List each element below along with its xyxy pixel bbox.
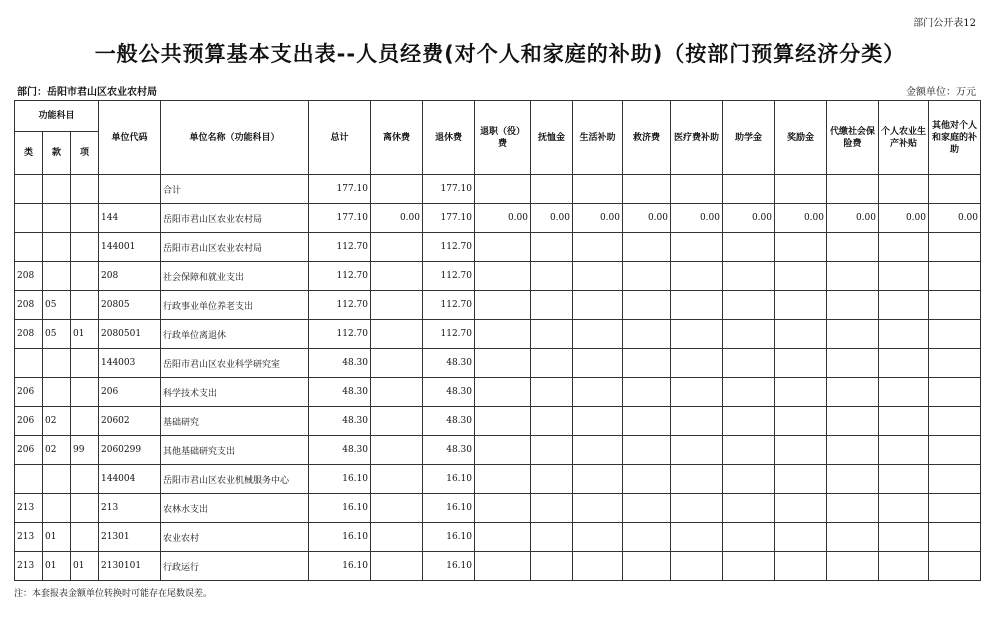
- cell-shenghuo: [573, 494, 623, 523]
- cell-tuizhi: [475, 291, 531, 320]
- cell-total: 112.70: [309, 320, 371, 349]
- cell-qita: [929, 291, 981, 320]
- cell-tuizhi: [475, 494, 531, 523]
- cell-lixiu: [371, 320, 423, 349]
- table-row: [15, 349, 981, 378]
- cell-jiuji: [623, 407, 671, 436]
- cell-daijiao: [827, 494, 879, 523]
- cell-kuan: [43, 349, 71, 378]
- cell-lei: 208: [15, 320, 43, 349]
- cell-lixiu: [371, 349, 423, 378]
- cell-jiuji: [623, 233, 671, 262]
- cell-nongye: [879, 262, 929, 291]
- cell-qita: [929, 552, 981, 581]
- cell-jiuji: 0.00: [623, 204, 671, 233]
- cell-fuxu: 0.00: [531, 204, 573, 233]
- cell-fuxu: [531, 233, 573, 262]
- cell-kuan: 05: [43, 320, 71, 349]
- table-row: [15, 175, 981, 204]
- cell-total: 112.70: [309, 262, 371, 291]
- header-lei: 类: [15, 132, 43, 175]
- cell-lei: 213: [15, 494, 43, 523]
- cell-tuixiu: 16.10: [423, 552, 475, 581]
- cell-xiang: 99: [71, 436, 99, 465]
- cell-lixiu: [371, 552, 423, 581]
- cell-jiangli: [775, 262, 827, 291]
- cell-daijiao: [827, 465, 879, 494]
- cell-kuan: 02: [43, 436, 71, 465]
- cell-code: [99, 175, 161, 204]
- cell-code: 20805: [99, 291, 161, 320]
- cell-lei: [15, 204, 43, 233]
- cell-lei: [15, 175, 43, 204]
- cell-fuxu: [531, 378, 573, 407]
- cell-daijiao: [827, 378, 879, 407]
- cell-nongye: [879, 233, 929, 262]
- form-number: 部门公开表12: [913, 18, 976, 29]
- cell-lixiu: [371, 378, 423, 407]
- cell-jiangli: [775, 523, 827, 552]
- cell-yiliao: [671, 436, 723, 465]
- header-unit-code: 单位代码: [99, 101, 161, 175]
- cell-tuizhi: [475, 523, 531, 552]
- cell-jiangli: [775, 291, 827, 320]
- cell-jiuji: [623, 494, 671, 523]
- cell-tuizhi: [475, 465, 531, 494]
- cell-code: 208: [99, 262, 161, 291]
- cell-code: 2130101: [99, 552, 161, 581]
- cell-yiliao: [671, 523, 723, 552]
- cell-lei: 213: [15, 552, 43, 581]
- cell-jiuji: [623, 465, 671, 494]
- cell-lei: 206: [15, 407, 43, 436]
- cell-nongye: [879, 436, 929, 465]
- cell-code: 2080501: [99, 320, 161, 349]
- cell-xiang: [71, 378, 99, 407]
- cell-zhuxue: 0.00: [723, 204, 775, 233]
- cell-shenghuo: [573, 349, 623, 378]
- cell-code: 213: [99, 494, 161, 523]
- cell-daijiao: [827, 291, 879, 320]
- cell-tuizhi: [475, 436, 531, 465]
- cell-jiuji: [623, 523, 671, 552]
- cell-code: 21301: [99, 523, 161, 552]
- cell-xiang: [71, 233, 99, 262]
- cell-lei: 208: [15, 262, 43, 291]
- cell-lixiu: [371, 494, 423, 523]
- cell-daijiao: [827, 349, 879, 378]
- cell-zhuxue: [723, 407, 775, 436]
- cell-kuan: 02: [43, 407, 71, 436]
- cell-kuan: [43, 233, 71, 262]
- table-row: [15, 291, 981, 320]
- cell-tuixiu: 112.70: [423, 233, 475, 262]
- table-row: [15, 523, 981, 552]
- cell-yiliao: [671, 175, 723, 204]
- cell-jiuji: [623, 436, 671, 465]
- cell-qita: [929, 407, 981, 436]
- cell-tuizhi: [475, 262, 531, 291]
- cell-name: 岳阳市君山区农业机械服务中心: [161, 465, 309, 494]
- cell-fuxu: [531, 407, 573, 436]
- cell-tuixiu: 48.30: [423, 349, 475, 378]
- cell-zhuxue: [723, 233, 775, 262]
- cell-shenghuo: [573, 552, 623, 581]
- cell-total: 112.70: [309, 233, 371, 262]
- table-row: [15, 436, 981, 465]
- cell-lixiu: [371, 523, 423, 552]
- cell-fuxu: [531, 465, 573, 494]
- department-label: 部门：岳阳市君山区农业农村局: [17, 87, 157, 98]
- cell-xiang: [71, 175, 99, 204]
- cell-lixiu: [371, 233, 423, 262]
- header-tuixiu: 退休费: [423, 101, 475, 175]
- cell-nongye: [879, 320, 929, 349]
- header-shenghuo: 生活补助: [573, 101, 623, 175]
- cell-nongye: [879, 291, 929, 320]
- cell-shenghuo: [573, 465, 623, 494]
- cell-code: 2060299: [99, 436, 161, 465]
- cell-tuixiu: 48.30: [423, 407, 475, 436]
- cell-zhuxue: [723, 436, 775, 465]
- table-body: [15, 175, 981, 581]
- header-daijiao: 代缴社会保险费: [827, 101, 879, 175]
- cell-shenghuo: [573, 320, 623, 349]
- cell-lei: 213: [15, 523, 43, 552]
- header-nongye: 个人农业生产补贴: [879, 101, 929, 175]
- cell-xiang: [71, 407, 99, 436]
- cell-yiliao: [671, 320, 723, 349]
- cell-tuixiu: 177.10: [423, 175, 475, 204]
- cell-tuixiu: 177.10: [423, 204, 475, 233]
- cell-nongye: [879, 378, 929, 407]
- cell-name: 行政事业单位养老支出: [161, 291, 309, 320]
- cell-kuan: 05: [43, 291, 71, 320]
- cell-tuixiu: 16.10: [423, 494, 475, 523]
- cell-qita: [929, 436, 981, 465]
- cell-total: 48.30: [309, 349, 371, 378]
- cell-jiuji: [623, 262, 671, 291]
- cell-lixiu: [371, 291, 423, 320]
- cell-shenghuo: [573, 407, 623, 436]
- cell-tuizhi: [475, 378, 531, 407]
- cell-jiangli: [775, 378, 827, 407]
- cell-jiuji: [623, 320, 671, 349]
- cell-name: 岳阳市君山区农业农村局: [161, 204, 309, 233]
- cell-daijiao: [827, 552, 879, 581]
- cell-kuan: [43, 378, 71, 407]
- cell-shenghuo: [573, 523, 623, 552]
- table-row: [15, 552, 981, 581]
- cell-tuixiu: 16.10: [423, 465, 475, 494]
- cell-name: 行政单位离退休: [161, 320, 309, 349]
- cell-lixiu: [371, 436, 423, 465]
- cell-kuan: [43, 204, 71, 233]
- cell-nongye: [879, 407, 929, 436]
- cell-shenghuo: [573, 291, 623, 320]
- cell-xiang: 01: [71, 320, 99, 349]
- cell-nongye: 0.00: [879, 204, 929, 233]
- cell-jiuji: [623, 378, 671, 407]
- cell-lei: [15, 465, 43, 494]
- budget-table: [14, 100, 981, 581]
- cell-total: 16.10: [309, 523, 371, 552]
- cell-daijiao: [827, 233, 879, 262]
- cell-xiang: [71, 465, 99, 494]
- cell-qita: [929, 175, 981, 204]
- table-row: [15, 494, 981, 523]
- cell-total: 177.10: [309, 175, 371, 204]
- cell-qita: [929, 494, 981, 523]
- cell-xiang: [71, 523, 99, 552]
- cell-total: 48.30: [309, 407, 371, 436]
- cell-nongye: [879, 552, 929, 581]
- cell-kuan: 01: [43, 523, 71, 552]
- cell-lixiu: 0.00: [371, 204, 423, 233]
- cell-jiangli: [775, 320, 827, 349]
- header-jiuji: 救济费: [623, 101, 671, 175]
- cell-lei: 206: [15, 378, 43, 407]
- cell-daijiao: [827, 320, 879, 349]
- cell-yiliao: 0.00: [671, 204, 723, 233]
- cell-zhuxue: [723, 175, 775, 204]
- cell-jiangli: [775, 233, 827, 262]
- cell-code: 206: [99, 378, 161, 407]
- cell-total: 16.10: [309, 494, 371, 523]
- header-total: 总计: [309, 101, 371, 175]
- cell-lei: 208: [15, 291, 43, 320]
- cell-qita: [929, 233, 981, 262]
- cell-daijiao: [827, 407, 879, 436]
- cell-lei: 206: [15, 436, 43, 465]
- cell-tuixiu: 112.70: [423, 320, 475, 349]
- cell-yiliao: [671, 465, 723, 494]
- cell-daijiao: [827, 262, 879, 291]
- cell-zhuxue: [723, 262, 775, 291]
- page-title: 一般公共预算基本支出表--人员经费(对个人和家庭的补助)（按部门预算经济分类）: [94, 42, 906, 66]
- cell-yiliao: [671, 378, 723, 407]
- cell-lei: [15, 233, 43, 262]
- header-yiliao: 医疗费补助: [671, 101, 723, 175]
- cell-shenghuo: [573, 436, 623, 465]
- cell-code: 144001: [99, 233, 161, 262]
- cell-fuxu: [531, 436, 573, 465]
- cell-yiliao: [671, 552, 723, 581]
- cell-lixiu: [371, 262, 423, 291]
- cell-tuizhi: [475, 407, 531, 436]
- header-tuizhi: 退职（役）费: [475, 101, 531, 175]
- cell-tuixiu: 112.70: [423, 262, 475, 291]
- cell-yiliao: [671, 349, 723, 378]
- cell-total: 48.30: [309, 378, 371, 407]
- cell-name: 科学技术支出: [161, 378, 309, 407]
- table-row: [15, 262, 981, 291]
- cell-lixiu: [371, 175, 423, 204]
- cell-tuizhi: [475, 175, 531, 204]
- cell-qita: [929, 465, 981, 494]
- cell-tuixiu: 48.30: [423, 378, 475, 407]
- header-xiang: 项: [71, 132, 99, 175]
- cell-daijiao: 0.00: [827, 204, 879, 233]
- cell-name: 其他基础研究支出: [161, 436, 309, 465]
- cell-lixiu: [371, 407, 423, 436]
- cell-jiuji: [623, 175, 671, 204]
- cell-nongye: [879, 494, 929, 523]
- cell-xiang: [71, 262, 99, 291]
- cell-lixiu: [371, 465, 423, 494]
- cell-code: 20602: [99, 407, 161, 436]
- cell-qita: [929, 349, 981, 378]
- cell-name: 行政运行: [161, 552, 309, 581]
- cell-jiuji: [623, 291, 671, 320]
- cell-tuixiu: 48.30: [423, 436, 475, 465]
- cell-name: 岳阳市君山区农业农村局: [161, 233, 309, 262]
- cell-fuxu: [531, 494, 573, 523]
- cell-nongye: [879, 465, 929, 494]
- cell-total: 177.10: [309, 204, 371, 233]
- cell-yiliao: [671, 291, 723, 320]
- cell-zhuxue: [723, 378, 775, 407]
- cell-jiangli: [775, 552, 827, 581]
- cell-zhuxue: [723, 465, 775, 494]
- cell-name: 基础研究: [161, 407, 309, 436]
- cell-xiang: [71, 291, 99, 320]
- cell-code: 144: [99, 204, 161, 233]
- header-jiangli: 奖励金: [775, 101, 827, 175]
- header-lixiu: 离休费: [371, 101, 423, 175]
- cell-xiang: [71, 494, 99, 523]
- cell-kuan: 01: [43, 552, 71, 581]
- cell-fuxu: [531, 552, 573, 581]
- cell-kuan: [43, 175, 71, 204]
- cell-xiang: [71, 349, 99, 378]
- cell-zhuxue: [723, 320, 775, 349]
- cell-lei: [15, 349, 43, 378]
- cell-jiuji: [623, 349, 671, 378]
- cell-fuxu: [531, 175, 573, 204]
- cell-kuan: [43, 465, 71, 494]
- cell-name: 岳阳市君山区农业科学研究室: [161, 349, 309, 378]
- cell-code: 144003: [99, 349, 161, 378]
- cell-zhuxue: [723, 552, 775, 581]
- cell-name: 农林水支出: [161, 494, 309, 523]
- cell-tuizhi: [475, 349, 531, 378]
- cell-total: 112.70: [309, 291, 371, 320]
- cell-daijiao: [827, 523, 879, 552]
- cell-jiangli: 0.00: [775, 204, 827, 233]
- table-row: [15, 407, 981, 436]
- table-row: [15, 378, 981, 407]
- cell-qita: [929, 320, 981, 349]
- cell-zhuxue: [723, 349, 775, 378]
- cell-yiliao: [671, 233, 723, 262]
- table-row: [15, 233, 981, 262]
- cell-xiang: [71, 204, 99, 233]
- table-row: [15, 320, 981, 349]
- cell-tuixiu: 16.10: [423, 523, 475, 552]
- cell-code: 144004: [99, 465, 161, 494]
- cell-shenghuo: [573, 262, 623, 291]
- cell-shenghuo: 0.00: [573, 204, 623, 233]
- cell-total: 16.10: [309, 465, 371, 494]
- cell-jiangli: [775, 465, 827, 494]
- cell-fuxu: [531, 320, 573, 349]
- cell-daijiao: [827, 436, 879, 465]
- cell-zhuxue: [723, 494, 775, 523]
- cell-kuan: [43, 262, 71, 291]
- cell-name: 社会保障和就业支出: [161, 262, 309, 291]
- cell-jiangli: [775, 349, 827, 378]
- cell-fuxu: [531, 291, 573, 320]
- cell-xiang: 01: [71, 552, 99, 581]
- header-qita: 其他对个人和家庭的补助: [929, 101, 981, 175]
- cell-qita: 0.00: [929, 204, 981, 233]
- cell-fuxu: [531, 523, 573, 552]
- cell-qita: [929, 262, 981, 291]
- cell-shenghuo: [573, 233, 623, 262]
- amount-unit-label: 金额单位：万元: [906, 87, 976, 98]
- cell-fuxu: [531, 262, 573, 291]
- cell-total: 48.30: [309, 436, 371, 465]
- cell-total: 16.10: [309, 552, 371, 581]
- header-func-group: 功能科目: [15, 101, 99, 132]
- cell-zhuxue: [723, 291, 775, 320]
- cell-tuizhi: [475, 320, 531, 349]
- cell-nongye: [879, 523, 929, 552]
- cell-qita: [929, 523, 981, 552]
- footnote: 注：本套报表金额单位转换时可能存在尾数误差。: [14, 589, 213, 599]
- cell-jiuji: [623, 552, 671, 581]
- cell-zhuxue: [723, 523, 775, 552]
- cell-shenghuo: [573, 378, 623, 407]
- header-fuxu: 抚恤金: [531, 101, 573, 175]
- cell-yiliao: [671, 494, 723, 523]
- cell-yiliao: [671, 262, 723, 291]
- cell-name: 农业农村: [161, 523, 309, 552]
- table-row: [15, 465, 981, 494]
- cell-tuizhi: [475, 552, 531, 581]
- cell-yiliao: [671, 407, 723, 436]
- cell-jiangli: [775, 175, 827, 204]
- header-zhuxue: 助学金: [723, 101, 775, 175]
- cell-kuan: [43, 494, 71, 523]
- header-unit-name: 单位名称（功能科目）: [161, 101, 309, 175]
- cell-shenghuo: [573, 175, 623, 204]
- cell-tuixiu: 112.70: [423, 291, 475, 320]
- table-row: [15, 204, 981, 233]
- cell-nongye: [879, 175, 929, 204]
- cell-jiangli: [775, 436, 827, 465]
- cell-tuizhi: 0.00: [475, 204, 531, 233]
- cell-jiangli: [775, 407, 827, 436]
- cell-daijiao: [827, 175, 879, 204]
- header-kuan: 款: [43, 132, 71, 175]
- cell-fuxu: [531, 349, 573, 378]
- cell-name: 合计: [161, 175, 309, 204]
- cell-jiangli: [775, 494, 827, 523]
- cell-nongye: [879, 349, 929, 378]
- cell-tuizhi: [475, 233, 531, 262]
- cell-qita: [929, 378, 981, 407]
